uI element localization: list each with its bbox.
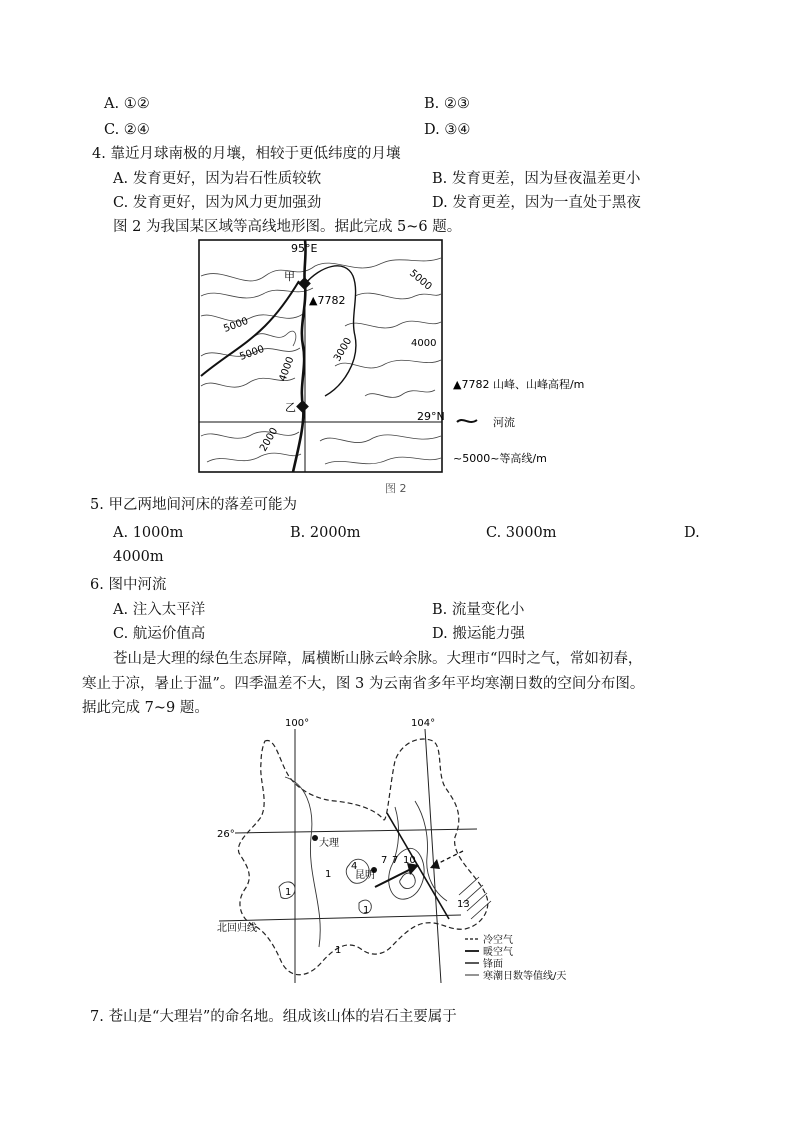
q3-option-c: C. ②④ bbox=[104, 122, 150, 138]
q3-option-a: A. ①② bbox=[104, 96, 150, 112]
lat-26-label: 26° bbox=[217, 829, 235, 840]
q5-option-c: C. 3000m bbox=[486, 525, 557, 541]
contour-label-4000-a: 4000 bbox=[411, 338, 437, 349]
contour-label-2000: 2000 bbox=[258, 425, 281, 454]
q4-option-a: A. 发育更好，因为岩石性质较软 bbox=[113, 171, 322, 187]
tropic-label: 北回归线 bbox=[217, 923, 257, 934]
q6-option-b: B. 流量变化小 bbox=[432, 602, 525, 618]
q5-option-b: B. 2000m bbox=[290, 525, 361, 541]
cold-air-arrowhead bbox=[430, 859, 440, 869]
q5-stem: 5. 甲乙两地间河床的落差可能为 bbox=[90, 497, 297, 513]
kunming-label: 昆明 bbox=[355, 870, 375, 881]
legend-isoline-label: 寒潮日数等值线/天 bbox=[483, 971, 567, 982]
q6-stem: 6. 图中河流 bbox=[90, 577, 167, 593]
legend-cold-label: 冷空气 bbox=[483, 935, 513, 946]
isoline-value-1-b: 1 bbox=[285, 887, 292, 898]
q5-option-d-value: 4000m bbox=[113, 549, 164, 565]
q3-option-d: D. ③④ bbox=[424, 122, 471, 138]
legend-river: 河流 bbox=[493, 416, 515, 429]
cold-air-arrow bbox=[435, 851, 463, 865]
q4-stem: 4. 靠近月球南极的月壤，相较于更低纬度的月壤 bbox=[92, 146, 401, 162]
isoline-value-13: 13 bbox=[457, 899, 470, 910]
dali-point bbox=[312, 835, 318, 841]
isoline-value-1-c: 1 bbox=[363, 905, 370, 916]
q5-option-d: D. bbox=[684, 525, 700, 541]
q6-option-c: C. 航运价值高 bbox=[113, 626, 206, 642]
passage-line-3: 据此完成 7~9 题。 bbox=[82, 700, 209, 716]
point-jia-label: 甲 bbox=[284, 270, 295, 283]
isoline-value-4: 4 bbox=[351, 861, 358, 872]
longitude-label: 95°E bbox=[291, 242, 318, 255]
q4-option-c: C. 发育更好，因为风力更加强劲 bbox=[113, 195, 322, 211]
passage-line-1: 苍山是大理的绿色生态屏障，属横断山脉云岭余脉。大理市“四时之气，常如初春， bbox=[113, 651, 643, 667]
q4-option-b: B. 发育更差，因为昼夜温差更小 bbox=[432, 171, 641, 187]
fig2-intro: 图 2 为我国某区域等高线地形图。据此完成 5~6 题。 bbox=[113, 219, 462, 235]
isoline-value-7-b: 7 bbox=[392, 855, 399, 866]
legend-warm-label: 暖空气 bbox=[483, 947, 513, 958]
q4-option-d: D. 发育更差，因为一直处于黑夜 bbox=[432, 195, 641, 211]
point-yi-marker bbox=[296, 400, 309, 413]
legend-contour: ~5000~等高线/m bbox=[453, 452, 547, 465]
yunnan-boundary bbox=[238, 739, 487, 975]
dali-label: 大理 bbox=[319, 838, 339, 849]
legend-river-symbol bbox=[457, 420, 477, 422]
isoline-value-1-a: 1 bbox=[325, 869, 332, 880]
point-yi-label: 乙 bbox=[285, 401, 296, 414]
latitude-label: 29°N bbox=[417, 410, 445, 423]
isoline-value-10: 10 bbox=[403, 855, 416, 866]
contour-label-5000-b: 5000 bbox=[222, 315, 250, 335]
contour-label-5000-a: 5000 bbox=[407, 267, 434, 293]
peak-label: ▲7782 bbox=[309, 294, 346, 307]
lon-104-label: 104° bbox=[411, 718, 436, 729]
q7-stem: 7. 苍山是“大理岩”的命名地。组成该山体的岩石主要属于 bbox=[90, 1009, 457, 1025]
isoline-value-7-a: 7 bbox=[381, 855, 388, 866]
legend-front-label: 锋面 bbox=[483, 959, 503, 970]
isoline-value-1-d: 1 bbox=[335, 945, 342, 956]
q6-option-a: A. 注入太平洋 bbox=[113, 602, 206, 618]
legend-peak: ▲7782 山峰、山峰高程/m bbox=[453, 378, 585, 391]
fig2-caption: 图 2 bbox=[385, 482, 407, 495]
q3-option-b: B. ②③ bbox=[424, 96, 470, 112]
passage-line-2: 寒止于凉，暑止于温”。四季温差不大，图 3 为云南省多年平均寒潮日数的空间分布图。 bbox=[82, 676, 645, 692]
q6-option-d: D. 搬运能力强 bbox=[432, 626, 525, 642]
contour-label-3000: 3000 bbox=[332, 335, 355, 364]
ridge-contour bbox=[305, 266, 356, 396]
tropic-line bbox=[219, 915, 461, 921]
q5-option-a: A. 1000m bbox=[113, 525, 184, 541]
contour-label-4000-b: 4000 bbox=[277, 355, 297, 384]
contour-label-5000-c: 5000 bbox=[238, 343, 266, 363]
fig2-contour-map bbox=[195, 236, 615, 494]
fig3-cold-wave-map bbox=[215, 717, 567, 987]
lat-26-line bbox=[235, 829, 477, 833]
lon-100-label: 100° bbox=[285, 718, 310, 729]
